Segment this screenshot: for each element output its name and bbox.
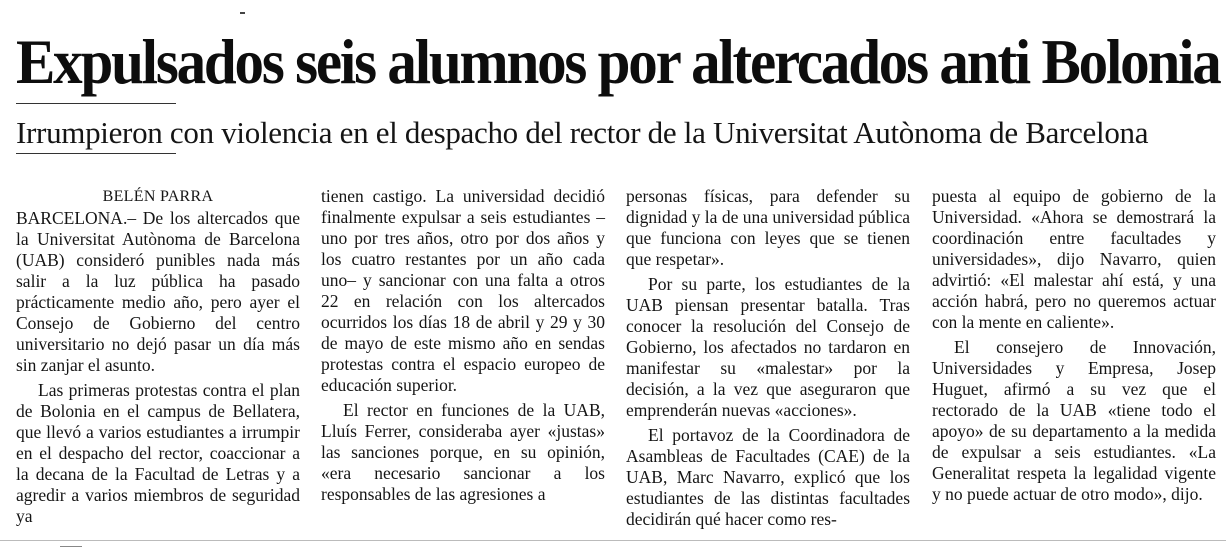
subheadline: Irrumpieron con violencia en el despacho del rector de la Universitat Autònoma de Barcelona	[16, 115, 1149, 150]
article-column-2	[321, 186, 605, 505]
paragraph: tienen castigo. La universidad decidió finalmente expulsar a seis estudiantes –uno por tres años, otro por dos años y los cuatro restantes por un año cada uno– y sancionar con una falta a otros 22 en relación con los altercados ocurridos los días 18 de abril y 29 y 30 de mayo de este mismo año en sendas protestas contra el espacio europeo de educación superior.	[321, 186, 605, 395]
paragraph: BARCELONA.– De los altercados que la Universitat Autònoma de Barcelona (UAB) consideró punibles nada más salir a la luz pública ha pasado prácticamente medio año, pero ayer el Consejo de Gobierno del centro universitario no dejó pasar un día más sin zanjar el asunto.	[16, 208, 300, 375]
scan-speck	[60, 546, 82, 547]
subheadline-divider	[16, 153, 176, 154]
scan-edge	[0, 540, 1226, 541]
paragraph: Por su parte, los estudiantes de la UAB piensan presentar batalla. Tras conocer la resolución del Consejo de Gobierno, los afectados no tardaron en manifestar su «malestar» por la decisión, a la vez que aseguraron que emprenderán nuevas «acciones».	[626, 274, 910, 420]
paragraph: Las primeras protestas contra el plan de Bolonia en el campus de Bellatera, que llevó a varios estudiantes a irrumpir en el despacho del rector, coaccionar a la decana de la Facultad de Letras y a agredir a varios miembros de seguridad ya	[16, 380, 300, 526]
article-body	[16, 186, 1216, 529]
article-column-4	[932, 186, 1216, 505]
article-column-3	[626, 186, 910, 530]
byline: BELÉN PARRA	[102, 188, 214, 205]
article-column-1	[16, 186, 300, 527]
paragraph: El rector en funciones de la UAB, Lluís Ferrer, consideraba ayer «justas» las sanciones porque, en su opinión, «era necesario sancionar a los responsables de las agresiones a	[321, 400, 605, 504]
paragraph: El consejero de Innovación, Universidades y Empresa, Josep Huguet, afirmó a su vez que el rectorado de la UAB «tiene todo el apoyo» de su departamento a la medida de expulsar a seis estudiantes. «La Generalitat respeta la legalidad vigente y no puede actuar de otro modo», dijo.	[932, 337, 1216, 504]
paragraph: personas físicas, para defender su dignidad y la de una universidad pública que funciona con leyes que se tienen que respetar».	[626, 186, 910, 269]
paragraph: El portavoz de la Coordinadora de Asambleas de Facultades (CAE) de la UAB, Marc Navarro, explicó que los estudiantes de las distintas facultades decidirán qué hacer como res-	[626, 425, 910, 529]
scan-speck	[240, 12, 245, 14]
headline-divider	[16, 103, 176, 104]
headline: Expulsados seis alumnos por altercados anti Bolonia	[16, 26, 1220, 98]
paragraph: puesta al equipo de gobierno de la Universidad. «Ahora se demostrará la coordinación entre facultades y universidades», dijo Navarro, quien advirtió: «El malestar ahí está, y una acción habrá, pero no queremos actuar con la mente en caliente».	[932, 186, 1216, 332]
